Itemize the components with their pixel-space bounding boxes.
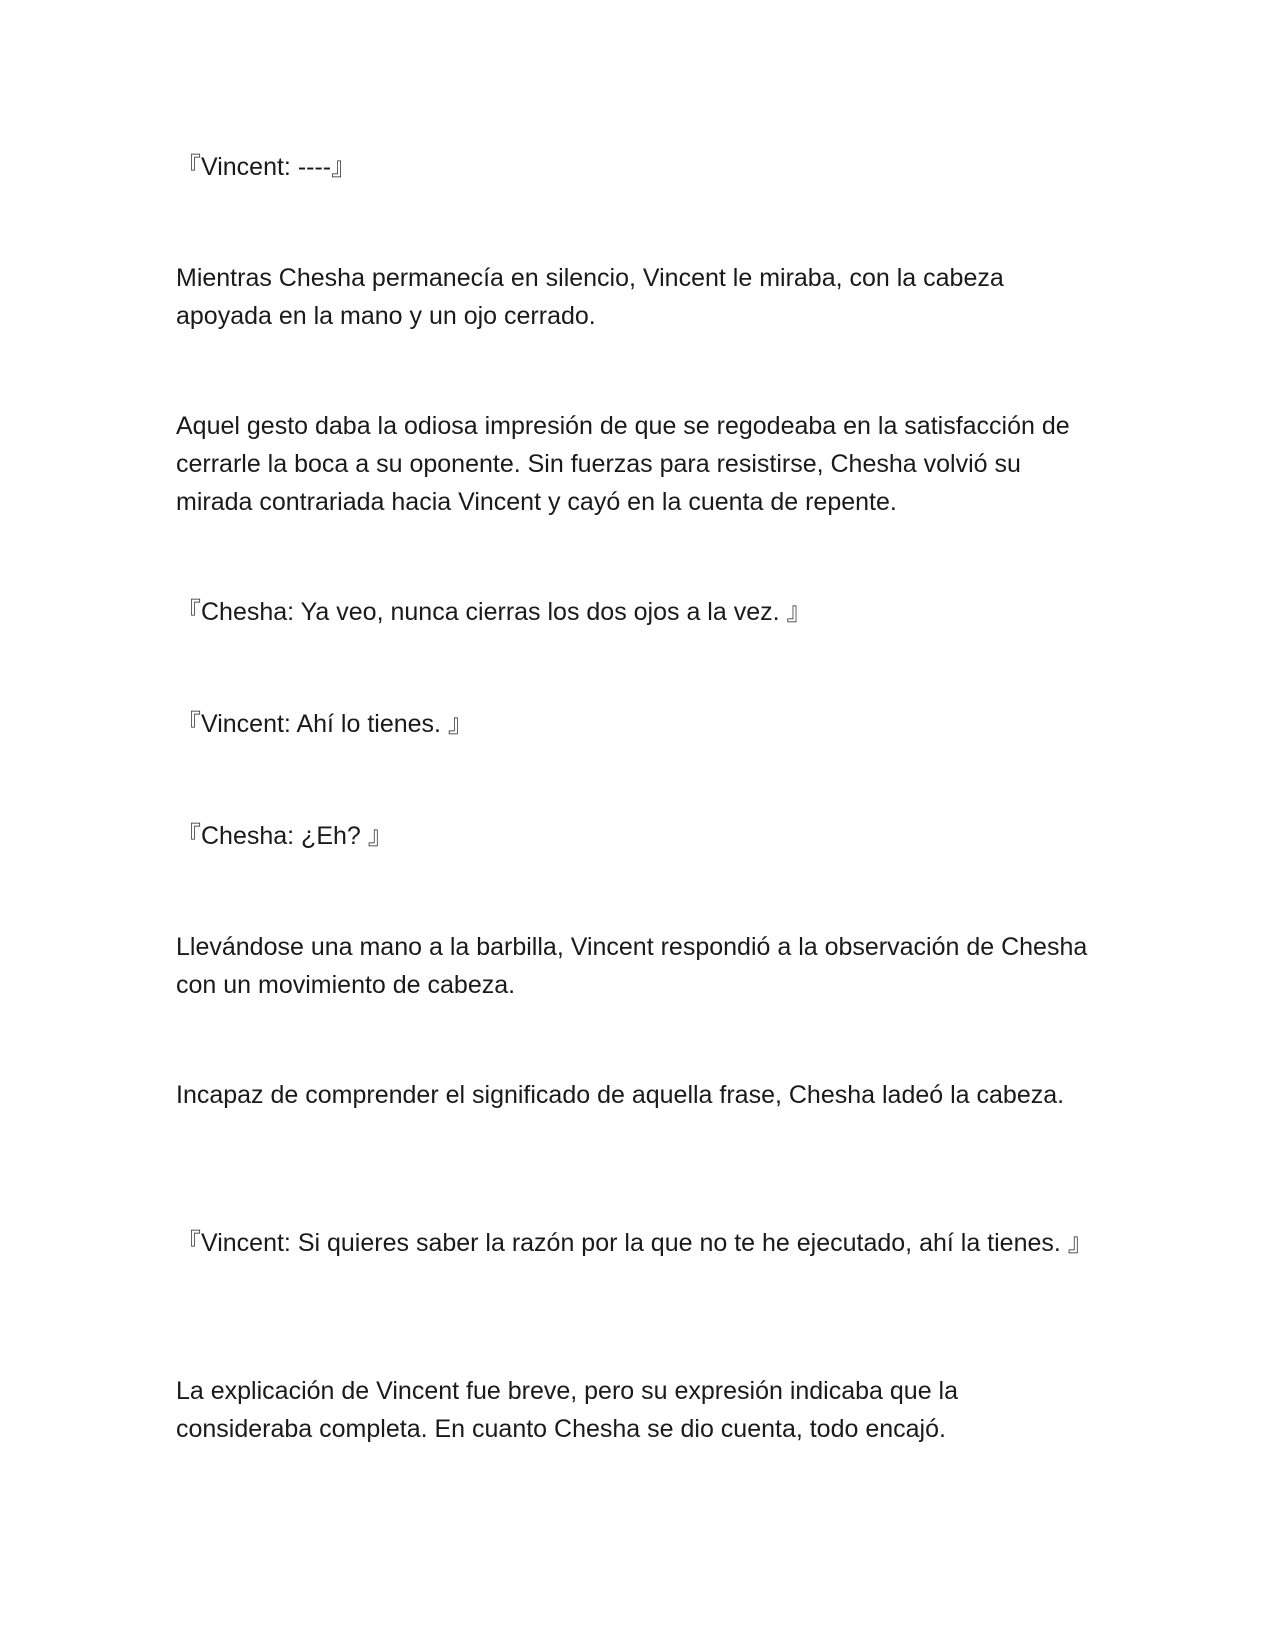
narration-paragraph-2: Aquel gesto daba la odiosa impresión de que se regodeaba en la satisfacción de cerrarle la boca a su oponente. Sin fuerzas para resistirse, Chesha volvió su mirada contrariada hacia Vincent y cayó en la cuenta de repente. [176, 412, 1077, 516]
narration-paragraph-4: Incapaz de comprender el significado de aquella frase, Chesha ladeó la cabeza. [176, 1081, 1065, 1109]
dialogue-chesha-eh: 『Chesha: ¿Eh? 』 [176, 822, 393, 850]
dialogue-vincent-silence: 『Vincent: ----』 [176, 153, 357, 181]
narration-paragraph-1: Mientras Chesha permanecía en silencio, Vincent le miraba, con la cabeza apoyada en la mano y un ojo cerrado. [176, 264, 1011, 330]
dialogue-vincent-reason: 『Vincent: Si quieres saber la razón por la que no te he ejecutado, ahí la tienes. 』 [176, 1229, 1093, 1257]
narration-paragraph-3: Llevándose una mano a la barbilla, Vincent respondió a la observación de Chesha con un movimiento de cabeza. [176, 933, 1095, 999]
dialogue-vincent-ahi: 『Vincent: Ahí lo tienes. 』 [176, 710, 473, 738]
narration-paragraph-5: La explicación de Vincent fue breve, pero su expresión indicaba que la consideraba completa. En cuanto Chesha se dio cuenta, todo encajó. [176, 1377, 965, 1443]
dialogue-chesha-eyes: 『Chesha: Ya veo, nunca cierras los dos ojos a la vez. 』 [176, 598, 812, 626]
